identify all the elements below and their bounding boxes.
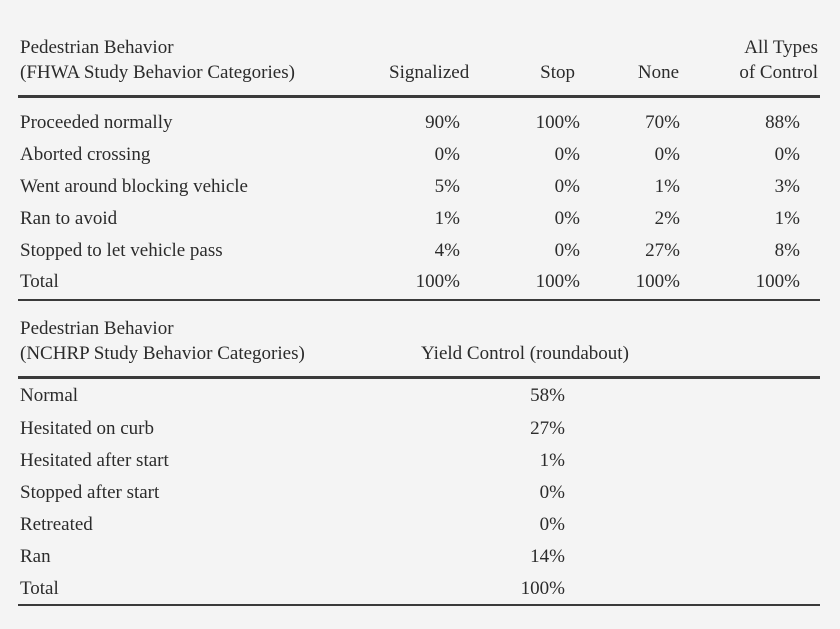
cell-all: 1% — [774, 208, 800, 229]
cell-all: 88% — [765, 112, 800, 133]
row-label: Retreated — [20, 514, 93, 535]
cell-stop: 0% — [554, 240, 580, 261]
cell-all: 8% — [774, 240, 800, 261]
cell-none: 100% — [635, 271, 680, 292]
cell-none: 0% — [654, 144, 680, 165]
row-label: Proceeded normally — [20, 112, 173, 133]
cell-stop: 100% — [535, 271, 580, 292]
col-header-all-line1: All Types — [744, 37, 818, 58]
cell-yield: 14% — [530, 546, 565, 567]
row-label: Hesitated on curb — [20, 418, 155, 439]
row-label: Aborted crossing — [20, 144, 151, 165]
row-label: Went around blocking vehicle — [20, 176, 248, 197]
cell-stop: 100% — [535, 112, 580, 133]
cell-yield: 0% — [539, 514, 565, 535]
row-label: Ran — [20, 546, 51, 567]
cell-stop: 0% — [554, 144, 580, 165]
col-header-signalized: Signalized — [389, 62, 470, 83]
row-label: Total — [20, 578, 59, 599]
table-bottom-rule — [18, 604, 820, 606]
cell-none: 27% — [645, 240, 680, 261]
cell-signalized: 1% — [434, 208, 460, 229]
cell-all: 0% — [774, 144, 800, 165]
fhwa-header-label-line1: Pedestrian Behavior — [20, 37, 174, 58]
cell-signalized: 0% — [434, 144, 460, 165]
row-label: Normal — [20, 385, 79, 406]
nchrp-header-label-line1: Pedestrian Behavior — [20, 318, 174, 339]
col-header-yield-control: Yield Control (roundabout) — [421, 343, 629, 364]
cell-signalized: 4% — [434, 240, 460, 261]
row-label: Stopped after start — [20, 482, 160, 503]
row-label: Stopped to let vehicle pass — [20, 240, 223, 261]
cell-signalized: 100% — [415, 271, 460, 292]
row-label: Total — [20, 271, 59, 292]
cell-yield: 58% — [530, 385, 565, 406]
cell-yield: 100% — [520, 578, 565, 599]
fhwa-header-label-line2: (FHWA Study Behavior Categories) — [20, 62, 295, 83]
cell-all: 100% — [755, 271, 800, 292]
nchrp-header-rule — [18, 376, 820, 379]
section-divider-rule — [18, 299, 820, 301]
cell-none: 70% — [645, 112, 680, 133]
cell-yield: 27% — [530, 418, 565, 439]
nchrp-header-label-line2: (NCHRP Study Behavior Categories) — [20, 343, 305, 364]
cell-signalized: 5% — [434, 176, 460, 197]
cell-stop: 0% — [554, 176, 580, 197]
cell-none: 1% — [654, 176, 680, 197]
row-label: Ran to avoid — [20, 208, 118, 229]
cell-yield: 1% — [539, 450, 565, 471]
cell-signalized: 90% — [425, 112, 460, 133]
cell-all: 3% — [774, 176, 800, 197]
cell-none: 2% — [654, 208, 680, 229]
cell-yield: 0% — [539, 482, 565, 503]
row-label: Hesitated after start — [20, 450, 169, 471]
col-header-stop: Stop — [540, 62, 575, 83]
col-header-all-line2: of Control — [739, 62, 818, 83]
cell-stop: 0% — [554, 208, 580, 229]
fhwa-header-rule — [18, 95, 820, 98]
col-header-none: None — [637, 62, 679, 83]
